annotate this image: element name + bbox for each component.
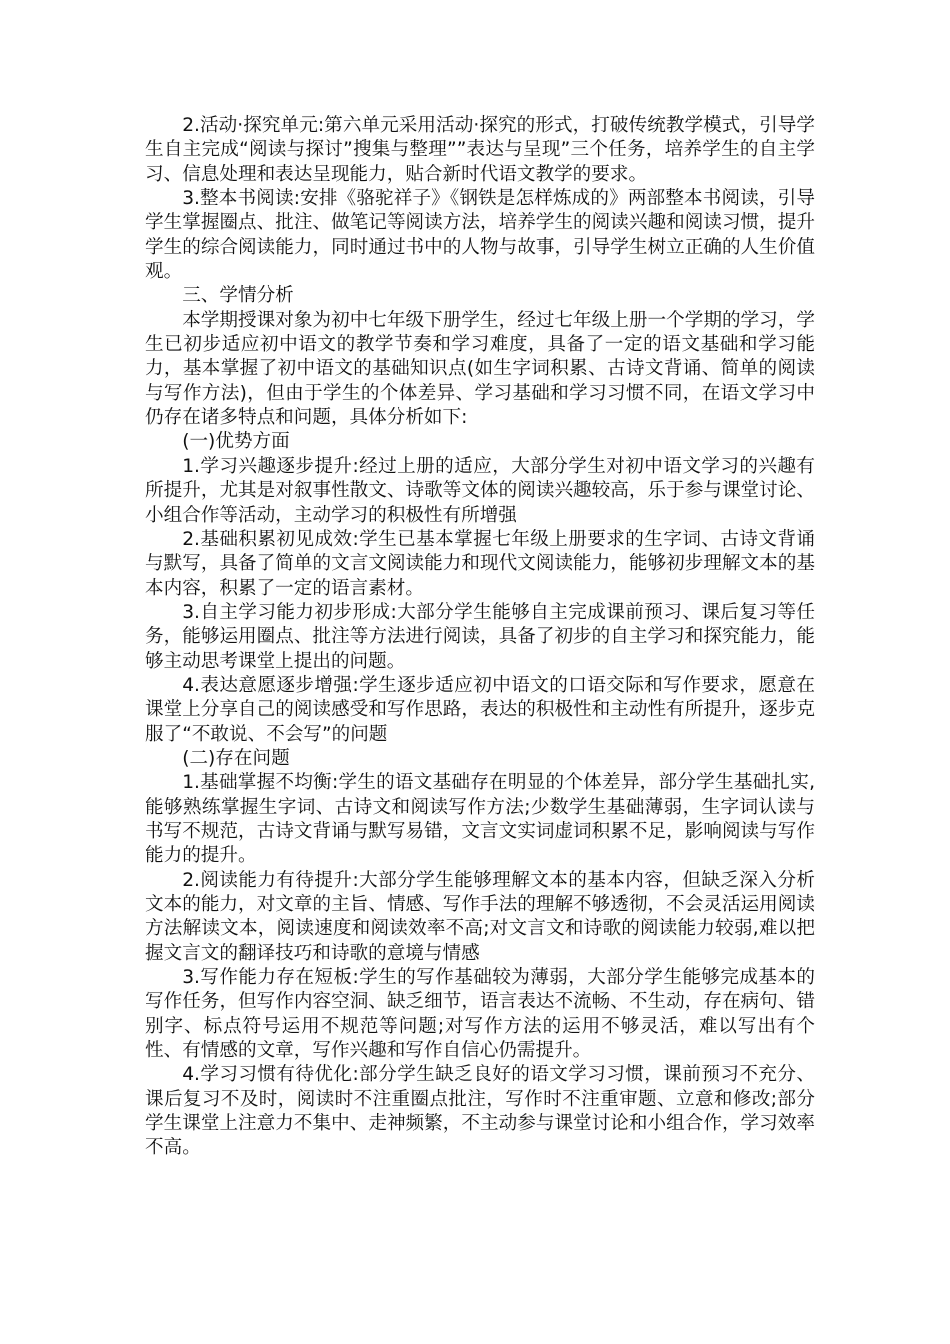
- paragraph-strength-self-study: 3.自主学习能力初步形成:大部分学生能够自主完成课前预习、课后复习等任务，能够运用圈点、批注等方法进行阅读，具备了初步的自主学习和探究能力，能够主动思考课堂上提出的问题。: [145, 601, 815, 672]
- paragraph-problem-foundation: 1.基础掌握不均衡:学生的语文基础存在明显的个体差异，部分学生基础扎实,能够熟练掌握生字词、古诗文和阅读写作方法;少数学生基础薄弱，生字词认读与书写不规范，古诗文背诵与默写易错，文言文实词虚词积累不足，影响阅读与写作能力的提升。: [145, 772, 815, 867]
- document-page: [145, 114, 815, 1161]
- paragraph-student-overview: 本学期授课对象为初中七年级下册学生，经过七年级上册一个学期的学习，学生已初步适应初中语文的教学节奏和学习难度，具备了一定的语文基础和学习能力，基本掌握了初中语文的基础知识点(如生字词积累、古诗文背诵、简单的阅读与写作方法)，但由于学生的个体差异、学习基础和学习习惯不同，在语文学习中仍存在诸多特点和问题，具体分析如下:: [145, 309, 815, 429]
- subheading-problems: (二)存在问题: [182, 747, 290, 769]
- section-heading-student-analysis: 三、学情分析: [182, 285, 294, 307]
- paragraph-strength-expression: 4.表达意愿逐步增强:学生逐步适应初中语文的口语交际和写作要求，愿意在课堂上分享自己的阅读感受和写作思路，表达的积极性和主动性有所提升，逐步克服了“不敢说、不会写”的问题: [145, 674, 815, 745]
- paragraph-problem-writing: 3.写作能力存在短板:学生的写作基础较为薄弱，大部分学生能够完成基本的写作任务，但写作内容空洞、缺乏细节，语言表达不流畅、不生动，存在病句、错别字、标点符号运用不规范等问题;对写作方法的运用不够灵活，难以写出有个性、有情感的文章，写作兴趣和写作自信心仍需提升。: [145, 967, 815, 1062]
- paragraph-whole-book-reading: 3.整本书阅读:安排《骆驼祥子》《钢铁是怎样炼成的》两部整本书阅读，引导学生掌握圈点、批注、做笔记等阅读方法，培养学生的阅读兴趣和阅读习惯，提升学生的综合阅读能力，同时通过书中的人物与故事，引导学生树立正确的人生价值观。: [145, 188, 815, 283]
- paragraph-problem-reading: 2.阅读能力有待提升:大部分学生能够理解文本的基本内容，但缺乏深入分析文本的能力，对文章的主旨、情感、写作手法的理解不够透彻，不会灵活运用阅读方法解读文本，阅读速度和阅读效率不高;对文言文和诗歌的阅读能力较弱,难以把握文言文的翻译技巧和诗歌的意境与情感: [145, 869, 815, 964]
- subheading-strengths: (一)优势方面: [182, 431, 290, 453]
- paragraph-problem-habits: 4.学习习惯有待优化:部分学生缺乏良好的语文学习习惯，课前预习不充分、课后复习不及时，阅读时不注重圈点批注，写作时不注重审题、立意和修改;部分学生课堂上注意力不集中、走神频繁，不主动参与课堂讨论和小组合作，学习效率不高。: [145, 1064, 815, 1159]
- paragraph-strength-interest: 1.学习兴趣逐步提升:经过上册的适应，大部分学生对初中语文学习的兴趣有所提升，尤其是对叙事性散文、诗歌等文体的阅读兴趣较高，乐于参与课堂讨论、小组合作等活动，主动学习的积极性有所增强: [145, 455, 815, 526]
- paragraph-activity-unit: 2.活动·探究单元:第六单元采用活动·探究的形式，打破传统教学模式，引导学生自主完成“阅读与探讨”搜集与整理””表达与呈现”三个任务，培养学生的自主学习、信息处理和表达呈现能力，贴合新时代语文教学的要求。: [145, 115, 815, 185]
- paragraph-strength-foundation: 2.基础积累初见成效:学生已基本掌握七年级上册要求的生字词、古诗文背诵与默写，具备了简单的文言文阅读能力和现代文阅读能力，能够初步理解文本的基本内容，积累了一定的语言素材。: [145, 528, 815, 599]
